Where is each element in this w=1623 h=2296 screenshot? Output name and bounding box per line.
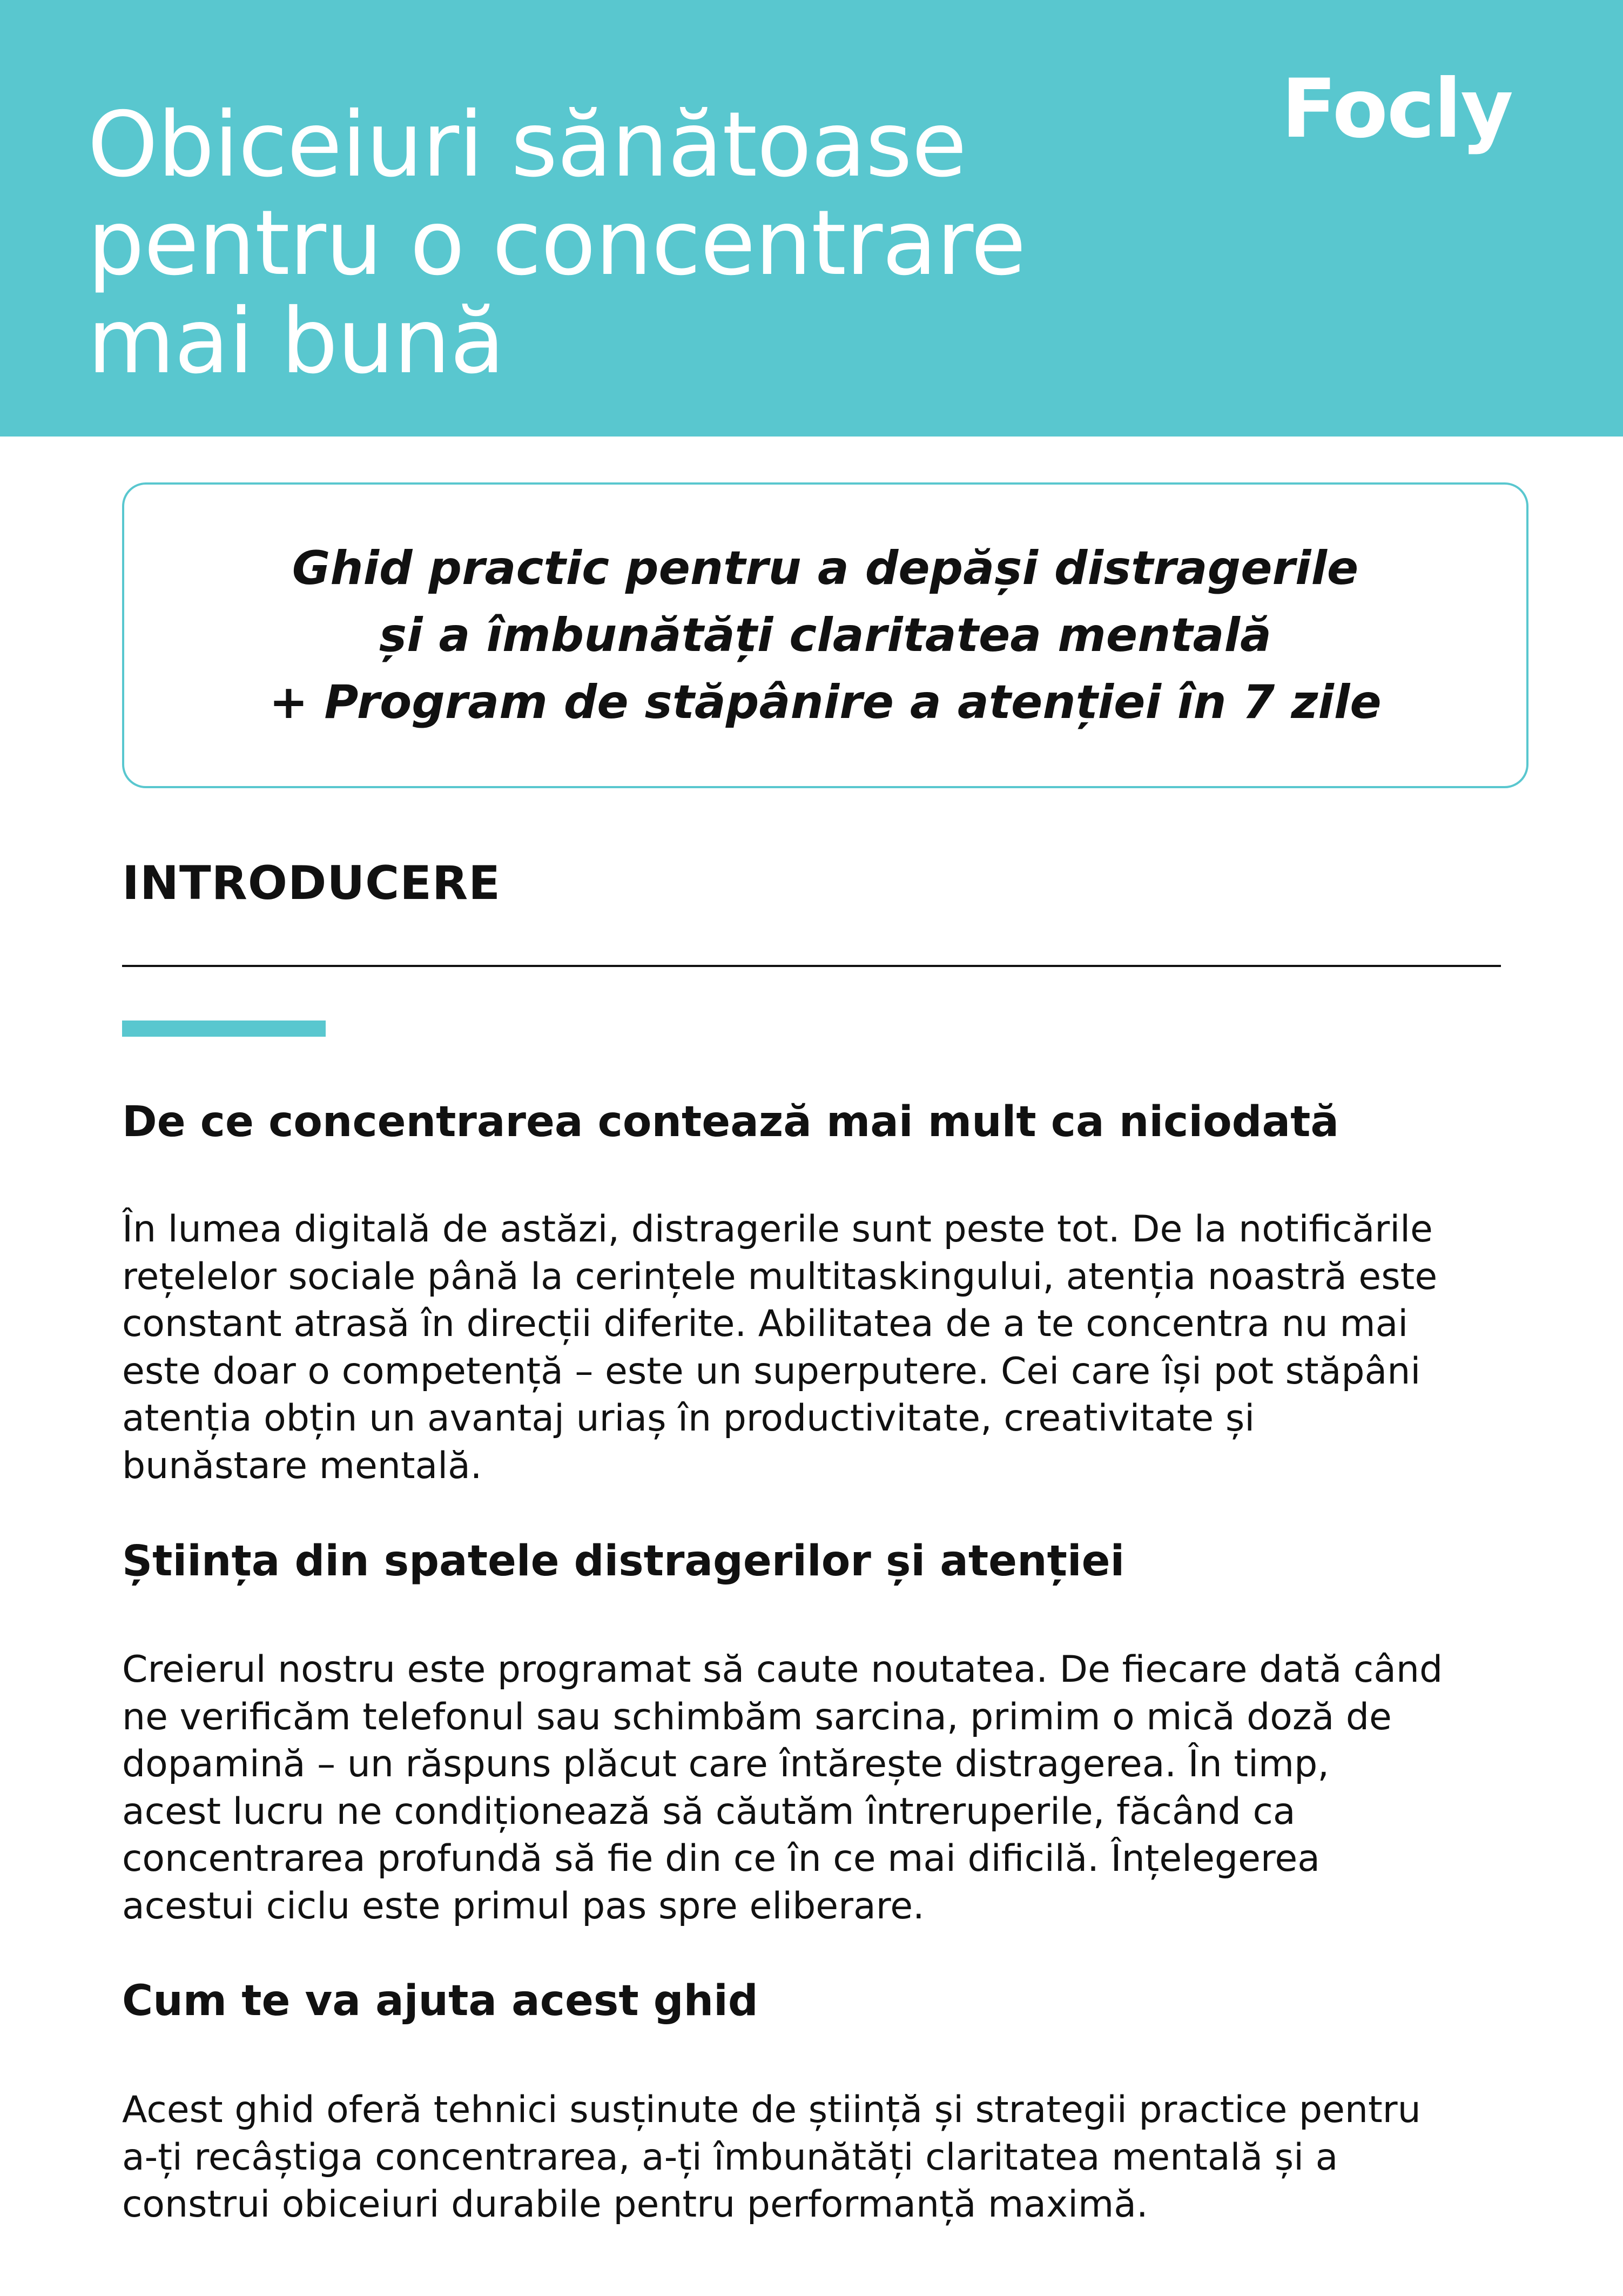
paragraph-line: construi obiceiuri durabile pentru performanță maximă. [122, 2183, 1148, 2226]
header-banner [0, 0, 1623, 437]
paragraph-line: dopamină – un răspuns plăcut care întărește distragerea. În timp, [122, 1743, 1329, 1785]
section-heading: De ce concentrarea contează mai mult ca niciodată [122, 1098, 1339, 1146]
paragraph-line: bunăstare mentală. [122, 1444, 482, 1487]
paragraph [122, 1646, 1443, 1930]
page-title [87, 93, 1276, 394]
paragraph-line: atenția obțin un avantaj uriaș în productivitate, creativitate și [122, 1397, 1255, 1440]
subtitle-line: Ghid practic pentru a depăși distragerile [292, 541, 1359, 595]
brand-logo: Focly [1281, 62, 1512, 156]
paragraph-line: este doar o competență – este un superputere. Cei care își pot stăpâni [122, 1350, 1421, 1393]
paragraph-line: acestui ciclu este primul pas spre eliberare. [122, 1884, 925, 1928]
accent-bar [122, 1021, 326, 1037]
section-heading: Știința din spatele distragerilor și atenției [122, 1537, 1125, 1586]
divider [122, 965, 1501, 967]
paragraph-line: În lumea digitală de astăzi, distragerile sunt peste tot. De la notificările [122, 1208, 1433, 1251]
paragraph-line: rețelelor sociale până la cerințele multitaskingului, atenția noastră este [122, 1255, 1438, 1298]
paragraph-line: Acest ghid oferă tehnici susținute de știință și strategii practice pentru [122, 2089, 1421, 2131]
subtitle-line: + Program de stăpânire a atenției în 7 zile [269, 675, 1382, 729]
section-title: INTRODUCERE [122, 856, 501, 910]
paragraph-line: acest lucru ne condiționează să căutăm întreruperile, făcând ca [122, 1790, 1296, 1833]
paragraph-line: Creierul nostru este programat să caute noutatea. De fiecare dată când [122, 1648, 1443, 1691]
page-title-line: pentru o concentrare [87, 191, 1026, 296]
section-heading: Cum te va ajuta acest ghid [122, 1977, 758, 2025]
page-title-line: mai bună [87, 290, 504, 394]
paragraph-line: ne verificăm telefonul sau schimbăm sarcina, primim o mică doză de [122, 1695, 1392, 1738]
page-title-line: Obiceiuri sănătoase [87, 93, 967, 197]
paragraph-line: a-ți recâștiga concentrarea, a-ți îmbunătăți claritatea mentală și a [122, 2136, 1338, 2179]
paragraph [122, 1206, 1437, 1489]
paragraph-line: concentrarea profundă să fie din ce în ce mai dificilă. Înțelegerea [122, 1837, 1320, 1880]
paragraph-line: constant atrasă în direcții diferite. Abilitatea de a te concentra nu mai [122, 1303, 1409, 1345]
subtitle-box [122, 482, 1528, 788]
paragraph [122, 2086, 1421, 2228]
subtitle-line: și a îmbunătăți claritatea mentală [379, 608, 1272, 662]
